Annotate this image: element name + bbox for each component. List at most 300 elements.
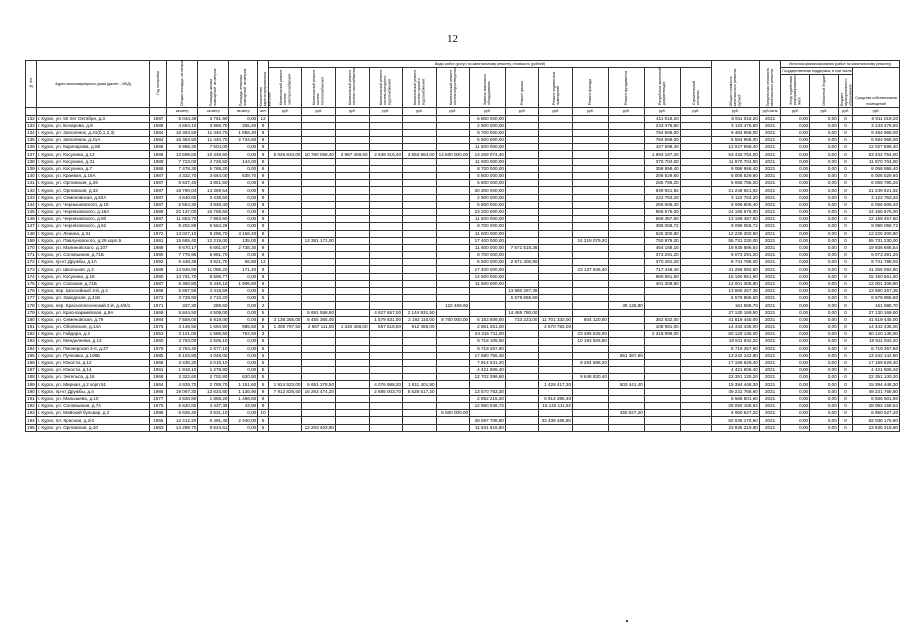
row-address: г. Курск, ул. Семеновская, д.62А	[36, 194, 150, 201]
row-work-cost	[403, 302, 437, 309]
row-work-cost	[608, 424, 644, 431]
row-address: г. Курск, ул. Ленина, д.31	[36, 230, 150, 237]
row-max-cost: 2021	[759, 424, 781, 431]
row-work-cost	[302, 295, 336, 302]
row-work-cost: 784 968,00	[644, 137, 680, 144]
table-row	[26, 309, 900, 316]
row-max-cost: 2021	[759, 244, 781, 251]
row-work-cost: 10 760 058,40	[302, 151, 336, 158]
row-max-cost: 2021	[759, 252, 781, 259]
row-work-cost	[268, 424, 302, 431]
row-owners: 50 120 135,00	[853, 331, 900, 338]
row-work-cost: 33 438 466,80	[539, 417, 573, 424]
row-total-area: 7 776,95	[167, 252, 198, 259]
row-work-cost: 4 827 657,00	[369, 309, 403, 316]
row-owners: 23 835 219,60	[853, 424, 900, 431]
row-residents: 2	[258, 302, 269, 309]
row-work-cost	[268, 129, 302, 136]
col-address: Адрес многоквартирного дома (далее – МКД)	[36, 61, 150, 108]
row-work-cost: 3 136 365,00	[268, 316, 302, 323]
unit-w8: руб.	[539, 108, 573, 115]
row-address: г. Курск, ул. Черняховского, д.62	[36, 223, 150, 230]
row-work-cost	[644, 309, 680, 316]
row-work-cost	[539, 252, 573, 259]
row-total-area: 16 353,50	[167, 137, 198, 144]
row-work-cost	[268, 345, 302, 352]
row-living-area: 4 509,00	[198, 309, 229, 316]
row-living-area: 5 918,00	[198, 316, 229, 323]
row-number: 148	[27, 230, 35, 236]
row-regional: 0,00	[810, 302, 839, 309]
row-work-cost: 13 570 783,30	[470, 388, 506, 395]
row-work-cost	[680, 259, 711, 266]
row-address: г. Курск, пер. Красноплесенский 2-й, д.4/6/1	[36, 302, 150, 309]
row-owners: 11 970 704,00	[853, 158, 900, 165]
table-row	[26, 359, 900, 366]
row-work-cost	[268, 295, 302, 302]
row-work-cost	[505, 165, 539, 172]
row-work-cost	[403, 252, 437, 259]
row-fund: 0,00	[781, 165, 810, 172]
table-row	[26, 410, 900, 417]
row-work-cost	[470, 381, 506, 388]
row-regional: 0,00	[810, 424, 839, 431]
row-work-cost: 6 500 000,00	[470, 259, 506, 266]
row-residents: 5	[258, 338, 269, 345]
row-fund: 0,00	[781, 323, 810, 330]
row-total-cost: 3 133 476,80	[711, 122, 759, 129]
row-work-cost	[644, 295, 680, 302]
row-max-cost: 2021	[759, 352, 781, 359]
row-work-cost	[505, 302, 539, 309]
row-work-cost	[680, 359, 711, 366]
row-work-cost	[336, 259, 370, 266]
row-owners: 15 160 561,60	[853, 273, 900, 280]
row-work-cost	[336, 273, 370, 280]
row-residents: 9	[258, 137, 269, 144]
row-municipal: 0	[838, 223, 852, 230]
row-work-cost	[573, 180, 609, 187]
unit-regional: руб.	[810, 108, 839, 115]
row-municipal: 0	[838, 338, 852, 345]
row-residents: 9	[258, 187, 269, 194]
row-number: 185	[27, 352, 35, 358]
unit-w5: руб.	[436, 108, 470, 115]
row-year: 1989	[150, 208, 167, 215]
row-work-cost	[436, 187, 470, 194]
row-fund: 0,00	[781, 316, 810, 323]
row-work-cost	[302, 374, 336, 381]
row-work-cost: 5 800 000,00	[470, 173, 506, 180]
row-work-cost	[268, 259, 302, 266]
row-work-cost: 373 291,20	[644, 252, 680, 259]
row-work-cost	[539, 180, 573, 187]
row-fund: 0,00	[781, 345, 810, 352]
row-work-cost	[403, 208, 437, 215]
row-work-cost	[539, 237, 573, 244]
row-total-area: 337,30	[167, 302, 198, 309]
row-work-cost	[369, 331, 403, 338]
row-municipal: 0	[838, 266, 852, 273]
row-living-area: 3 664,00	[198, 173, 229, 180]
row-work-cost	[680, 316, 711, 323]
row-owners: 22 351 130,20	[853, 374, 900, 381]
row-number: 195	[27, 424, 35, 430]
row-owners: 6 584 968,00	[853, 137, 900, 144]
row-year: 1987	[150, 115, 167, 122]
col-work-11: Разработка проектной документации	[644, 68, 680, 108]
row-year: 1987	[150, 194, 167, 201]
row-number: 184	[27, 345, 35, 351]
row-work-cost	[369, 158, 403, 165]
row-work-cost	[644, 367, 680, 374]
row-address: г. Курск, ул. Энгельса, д.16	[36, 374, 150, 381]
unit-w10: руб.	[608, 108, 644, 115]
row-address: г. Курск, ул. Черняховского, д.16А	[36, 208, 150, 215]
row-total-cost: 6 584 968,00	[711, 137, 759, 144]
stray-mark	[626, 620, 628, 622]
row-work-cost	[403, 280, 437, 287]
row-total-cost: 15 394 448,30	[711, 381, 759, 388]
row-living-area: 2 016,10	[198, 359, 229, 366]
row-work-cost	[644, 395, 680, 402]
row-year: 1984	[150, 137, 167, 144]
row-fund: 0,00	[781, 309, 810, 316]
row-work-cost	[302, 252, 336, 259]
row-work-cost: 39 126,80	[608, 302, 644, 309]
row-municipal: 0	[838, 273, 852, 280]
row-total-cost: 19 935 686,54	[711, 244, 759, 251]
row-owners: 9 741 798,00	[853, 259, 900, 266]
row-work-cost	[369, 352, 403, 359]
col-residents: Количество зарегистрированных жителей	[258, 61, 269, 108]
row-work-cost: 2 639 316,40	[369, 151, 403, 158]
row-regional: 0,00	[810, 173, 839, 180]
row-work-cost	[403, 244, 437, 251]
row-work-cost	[268, 230, 302, 237]
row-work-cost	[608, 417, 644, 424]
row-work-cost	[268, 223, 302, 230]
row-fund: 0,00	[781, 115, 810, 122]
row-work-cost: 12 203 403,80	[302, 424, 336, 431]
row-year: 1987	[150, 223, 167, 230]
row-work-cost	[573, 352, 609, 359]
row-work-cost	[505, 129, 539, 136]
row-total-area: 1 919,10	[167, 367, 198, 374]
row-municipal: 0	[838, 417, 852, 424]
row-regional: 0,00	[810, 223, 839, 230]
row-work-cost: 5 614 286,40	[539, 395, 573, 402]
row-fund: 0,00	[781, 367, 810, 374]
row-total-cost: 6 065 795,20	[711, 180, 759, 187]
unit-fund: руб.	[781, 108, 810, 115]
row-address: г. Курск, ул. Косухина, д.13	[36, 151, 150, 158]
row-year: 1964	[150, 381, 167, 388]
row-owners: 41 255 092,80	[853, 266, 900, 273]
row-work-cost: 966 576,00	[644, 208, 680, 215]
row-nonliving-area: 0,00	[229, 309, 258, 316]
row-municipal: 0	[838, 424, 852, 431]
row-work-cost	[644, 352, 680, 359]
row-municipal: 0	[838, 252, 852, 259]
row-work-cost	[505, 280, 539, 287]
row-work-cost: 1 924 923,00	[268, 381, 302, 388]
row-fund: 0,00	[781, 280, 810, 287]
row-work-cost	[403, 216, 437, 223]
row-living-area: 1 694,90	[198, 323, 229, 330]
row-work-cost	[302, 216, 336, 223]
row-fund: 0,00	[781, 374, 810, 381]
row-year: 1990	[150, 273, 167, 280]
row-work-cost	[403, 288, 437, 295]
row-total-area: 3 146,50	[167, 323, 198, 330]
row-address: г. Курск, ул. Карачарова, д.59	[36, 144, 150, 151]
row-work-cost	[369, 367, 403, 374]
row-work-cost	[268, 187, 302, 194]
table-row	[26, 165, 900, 172]
row-work-cost	[539, 338, 573, 345]
row-work-cost	[573, 395, 609, 402]
row-work-cost	[680, 252, 711, 259]
row-total-cost: 9 741 798,00	[711, 259, 759, 266]
row-work-cost	[336, 237, 370, 244]
row-fund: 0,00	[781, 302, 810, 309]
row-work-cost	[336, 266, 370, 273]
row-work-cost	[369, 273, 403, 280]
row-address: г. Курск, ул. Орловская, д.26	[36, 180, 150, 187]
row-work-cost	[573, 173, 609, 180]
row-work-cost: 1 579 631,00	[369, 316, 403, 323]
row-living-area: 15 768,50	[198, 208, 229, 215]
row-year: 1979	[150, 345, 167, 352]
row-number: 137	[27, 151, 35, 157]
col-year: Год постройки	[150, 61, 167, 108]
row-work-cost	[573, 288, 609, 295]
row-work-cost	[608, 388, 644, 395]
row-fund: 0,00	[781, 230, 810, 237]
row-fund: 0,00	[781, 208, 810, 215]
row-work-cost: 8 719 257,60	[470, 345, 506, 352]
row-work-cost	[403, 338, 437, 345]
row-work-cost	[573, 302, 609, 309]
row-living-area: 1 868,20	[198, 395, 229, 402]
row-number: 191	[27, 395, 35, 401]
row-work-cost	[302, 244, 336, 251]
row-residents: 5	[258, 359, 269, 366]
row-work-cost	[436, 288, 470, 295]
row-work-cost	[403, 230, 437, 237]
row-address: г. Курск, ул. Краевая, д.16А	[36, 173, 150, 180]
row-work-cost	[505, 374, 539, 381]
row-nonliving-area: 0,00	[229, 424, 258, 431]
row-living-area: 3 851,50	[198, 180, 229, 187]
table-row	[26, 144, 900, 151]
row-work-cost	[302, 367, 336, 374]
row-work-cost	[336, 252, 370, 259]
col-work-6: Замена лифтового оборудования	[470, 68, 506, 108]
row-work-cost	[573, 280, 609, 287]
row-work-cost	[539, 302, 573, 309]
row-work-cost	[539, 273, 573, 280]
row-work-cost: 362 832,00	[644, 316, 680, 323]
row-work-cost	[608, 173, 644, 180]
row-work-cost	[680, 266, 711, 273]
row-max-cost: 2021	[759, 144, 781, 151]
row-work-cost	[680, 137, 711, 144]
row-owners: 6 065 795,20	[853, 180, 900, 187]
row-work-cost	[369, 345, 403, 352]
row-total-area: 19 067,30	[167, 388, 198, 395]
row-work-cost	[302, 288, 336, 295]
row-work-cost	[403, 359, 437, 366]
row-work-cost	[539, 230, 573, 237]
row-living-area: 11 440,70	[198, 137, 229, 144]
row-living-area: 5 991,70	[198, 252, 229, 259]
row-work-cost	[436, 173, 470, 180]
row-regional: 0,00	[810, 187, 839, 194]
row-municipal: 0	[838, 165, 852, 172]
row-number: 142	[27, 187, 35, 193]
row-living-area: 13 369,54	[198, 187, 229, 194]
row-work-cost: 11 701 332,00	[539, 316, 573, 323]
row-work-cost	[369, 201, 403, 208]
row-municipal: 0	[838, 216, 852, 223]
row-work-cost	[369, 280, 403, 287]
row-nonliving-area: 0,00	[229, 208, 258, 215]
row-municipal: 0	[838, 129, 852, 136]
row-work-cost	[644, 410, 680, 417]
table-row	[26, 424, 900, 431]
row-total-cost: 4 421 606,40	[711, 367, 759, 374]
row-total-area: 5 537,40	[167, 180, 198, 187]
row-number: 187	[27, 367, 35, 373]
row-work-cost: 503 441,40	[608, 381, 644, 388]
row-work-cost	[268, 309, 302, 316]
row-work-cost	[268, 216, 302, 223]
row-total-area: 3 322,60	[167, 374, 198, 381]
row-max-cost: 2021	[759, 187, 781, 194]
row-work-cost: 206 529,60	[644, 173, 680, 180]
row-work-cost: 15 142 111,92	[539, 403, 573, 410]
table-row	[26, 417, 900, 424]
row-work-cost	[505, 273, 539, 280]
row-work-cost	[573, 244, 609, 251]
row-year: 1977	[150, 395, 167, 402]
row-work-cost	[680, 230, 711, 237]
row-work-cost	[505, 410, 539, 417]
table-row	[26, 137, 900, 144]
row-work-cost	[505, 151, 539, 158]
row-work-cost	[336, 280, 370, 287]
row-residents: 5	[258, 352, 269, 359]
row-living-area: 5 564,26	[198, 223, 229, 230]
table-row	[26, 280, 900, 287]
row-work-cost	[539, 122, 573, 129]
row-total-cost: 15 160 561,60	[711, 273, 759, 280]
row-residents: 5	[258, 295, 269, 302]
row-address: г. Курск, ул. Малышева, д.10	[36, 395, 150, 402]
row-total-cost: 8 719 257,60	[711, 345, 759, 352]
row-fund: 0,00	[781, 237, 810, 244]
row-work-cost	[505, 424, 539, 431]
row-work-cost	[436, 395, 470, 402]
row-work-cost: 17 680 755,30	[470, 352, 506, 359]
row-work-cost	[369, 359, 403, 366]
row-owners: 9 484 968,00	[853, 129, 900, 136]
row-total-cost: 49 231 768,60	[711, 388, 759, 395]
row-work-cost	[608, 137, 644, 144]
row-max-cost: 2021	[759, 208, 781, 215]
row-total-cost: 13 680 267,36	[711, 288, 759, 295]
row-work-cost	[539, 223, 573, 230]
row-work-cost: 2 667 111,00	[302, 323, 336, 330]
row-owners: 14 442 435,00	[853, 323, 900, 330]
row-work-cost	[470, 302, 506, 309]
row-work-cost	[436, 338, 470, 345]
row-work-cost: 265 795,20	[644, 180, 680, 187]
row-work-cost	[369, 115, 403, 122]
table-row	[26, 230, 900, 237]
unit-w1: руб.	[302, 108, 336, 115]
row-work-cost: 717 446,40	[644, 266, 680, 273]
row-work-cost: 20 300 000,00	[470, 187, 506, 194]
row-work-cost	[608, 194, 644, 201]
table-row	[26, 259, 900, 266]
row-work-cost	[336, 223, 370, 230]
row-work-cost	[336, 129, 370, 136]
row-number: 144	[27, 201, 35, 207]
row-work-cost	[336, 316, 370, 323]
row-total-cost: 12 027 598,40	[711, 144, 759, 151]
row-work-cost: 9 648 830,40	[573, 374, 609, 381]
col-work-12: Строительный контроль	[680, 68, 711, 108]
row-work-cost	[403, 144, 437, 151]
row-number: 179	[27, 309, 35, 315]
row-work-cost	[539, 352, 573, 359]
row-municipal: 0	[838, 194, 852, 201]
unit-w9: руб.	[573, 108, 609, 115]
row-living-area: 9 596,77	[198, 273, 229, 280]
row-work-cost: 28 597 708,80	[470, 417, 506, 424]
row-total-cost: 12 001 308,80	[711, 280, 759, 287]
row-work-cost	[573, 367, 609, 374]
row-work-cost	[369, 180, 403, 187]
row-living-area: 11 085,20	[198, 266, 229, 273]
row-work-cost	[644, 302, 680, 309]
row-owners: 4 421 606,40	[853, 367, 900, 374]
row-regional: 0,00	[810, 115, 839, 122]
row-residents: 9	[258, 403, 269, 410]
row-work-cost	[608, 374, 644, 381]
row-work-cost	[539, 151, 573, 158]
row-work-cost	[539, 129, 573, 136]
row-work-cost	[369, 129, 403, 136]
row-address: г. Курск, ул. Соловьиная, д.71Б	[36, 252, 150, 259]
register-rows	[26, 115, 900, 431]
unit-w6: руб.	[470, 108, 506, 115]
row-work-cost	[302, 194, 336, 201]
row-work-cost	[608, 259, 644, 266]
row-work-cost	[336, 216, 370, 223]
row-work-cost	[608, 230, 644, 237]
col-work-5: Капитальный ремонт систем водоотведения	[436, 68, 470, 108]
row-total-area: 12 412,20	[167, 417, 198, 424]
row-work-cost	[436, 381, 470, 388]
row-total-cost: 8 566 501,60	[711, 395, 759, 402]
row-work-cost: 2 871 306,80	[505, 259, 539, 266]
row-owners: 3 122 763,20	[853, 194, 900, 201]
row-year: 1990	[150, 252, 167, 259]
